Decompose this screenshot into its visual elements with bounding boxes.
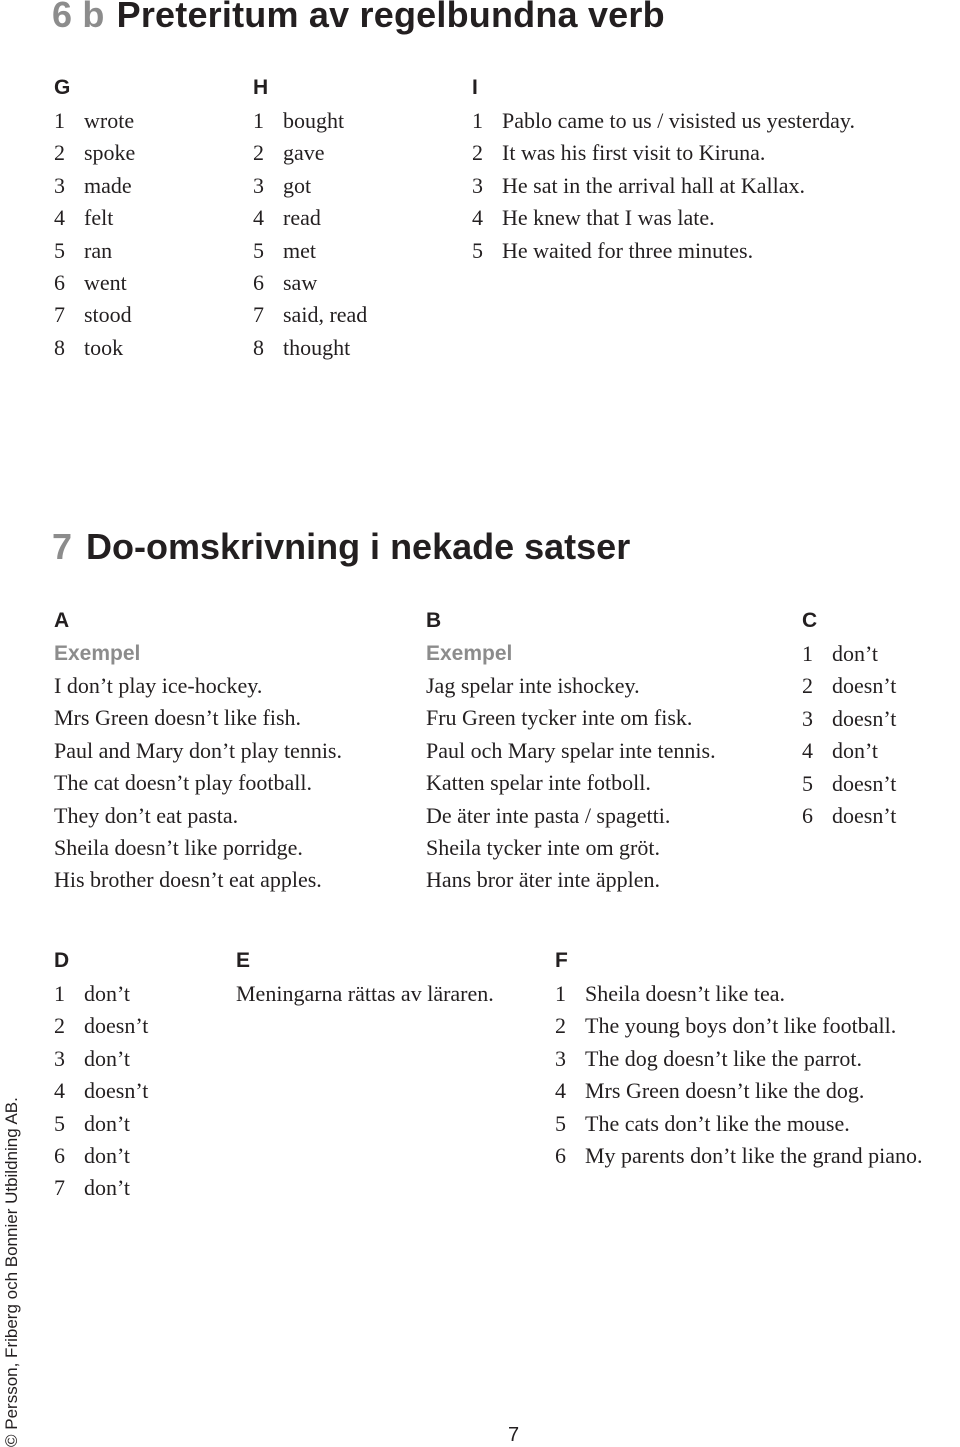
answer-list [54, 105, 135, 364]
list-item [802, 735, 896, 767]
list-item [54, 267, 135, 299]
page-number: 7 [508, 1424, 520, 1446]
list-item [472, 202, 855, 234]
sentence: I don’t play ice-hockey. [54, 673, 263, 698]
item-text: doesn’t [832, 705, 897, 731]
item-text: spoke [84, 140, 136, 166]
item-number: 7 [54, 302, 65, 328]
item-text: He sat in the arrival hall at Kallax. [502, 172, 805, 198]
example-label: Exempel [54, 642, 141, 665]
item-text: don’t [84, 981, 131, 1006]
exercise-label: C [802, 609, 818, 632]
item-number: 6 [54, 269, 65, 295]
sentence: Hans bror äter inte äpplen. [426, 867, 660, 893]
item-text: don’t [832, 738, 879, 764]
item-number: 5 [253, 237, 264, 263]
copyright-notice: © Persson, Friberg och Bonnier Utbildning AB. [2, 1097, 21, 1447]
sentence: Mrs Green doesn’t like fish. [54, 705, 302, 731]
item-text: went [84, 269, 127, 295]
list-item [253, 202, 367, 234]
item-text: thought [283, 334, 351, 360]
item-text: felt [84, 205, 114, 231]
exercise-label: G [54, 76, 71, 99]
item-number: 6 [802, 802, 813, 828]
item-number: 5 [555, 1110, 566, 1136]
exercise-label: F [555, 949, 568, 972]
item-number: 2 [802, 673, 813, 699]
item-text: Mrs Green doesn’t like the dog. [585, 1078, 865, 1104]
item-number: 1 [253, 108, 264, 133]
list-item [802, 638, 896, 670]
item-number: 3 [54, 172, 65, 198]
sentence: De äter inte pasta / spagetti. [426, 802, 671, 828]
item-text: doesn’t [832, 673, 897, 699]
item-text: stood [84, 302, 132, 328]
answer-list [253, 105, 367, 364]
sentence: Paul och Mary spelar inte tennis. [426, 737, 716, 763]
list-item [54, 1043, 148, 1075]
list-item [472, 235, 855, 267]
item-text: doesn’t [84, 1013, 149, 1039]
exercise-a [54, 604, 342, 897]
item-number: 5 [472, 237, 483, 263]
item-text: He waited for three minutes. [502, 237, 754, 263]
sentence: The cat doesn’t play football. [54, 770, 313, 796]
exercise-h [253, 71, 367, 364]
list-item [555, 1140, 922, 1172]
item-number: 3 [253, 172, 264, 198]
item-text: wrote [84, 108, 135, 133]
answer-list [802, 638, 896, 832]
item-number: 4 [555, 1078, 566, 1104]
item-text: gave [283, 140, 325, 166]
item-text: doesn’t [832, 770, 897, 796]
exercise-i [472, 71, 855, 267]
item-text: ran [84, 237, 113, 263]
section-title: Do-omskrivning i nekade satser [86, 526, 631, 567]
answer-list [555, 978, 922, 1172]
item-number: 1 [802, 641, 813, 666]
exercise-text: Meningarna rättas av läraren. [236, 981, 494, 1006]
list-item [802, 703, 896, 735]
sentence: They don’t eat pasta. [54, 802, 239, 828]
list-item [253, 235, 367, 267]
item-text: made [84, 172, 132, 198]
item-number: 3 [54, 1045, 65, 1071]
list-item [54, 1140, 148, 1172]
item-number: 4 [802, 738, 813, 764]
item-text: don’t [84, 1045, 131, 1071]
item-text: Sheila doesn’t like tea. [585, 981, 785, 1006]
sentence: Sheila tycker inte om gröt. [426, 834, 660, 860]
exercise-label: A [54, 609, 70, 632]
list-item [253, 170, 367, 202]
list-item [54, 137, 135, 169]
item-text: don’t [84, 1142, 131, 1168]
answer-list [54, 978, 148, 1205]
item-number: 1 [472, 108, 483, 133]
item-text: The dog doesn’t like the parrot. [585, 1045, 862, 1071]
item-text: don’t [832, 641, 879, 666]
section-title: Preteritum av regelbundna verb [116, 0, 665, 35]
item-number: 8 [253, 334, 264, 360]
list-item [555, 1108, 922, 1140]
item-text: Pablo came to us / visisted us yesterday. [502, 108, 855, 133]
sentence: Jag spelar inte ishockey. [426, 673, 640, 698]
item-text: saw [283, 269, 318, 295]
answer-list [472, 105, 855, 267]
exercise-label: E [236, 949, 251, 972]
item-text: He knew that I was late. [502, 205, 715, 231]
item-number: 1 [54, 981, 65, 1006]
list-item [54, 332, 135, 364]
list-item [54, 978, 148, 1010]
section-6b-heading [52, 0, 665, 36]
list-item [54, 105, 135, 137]
item-number: 2 [472, 140, 483, 166]
item-text: took [84, 334, 124, 360]
item-number: 6 [54, 1142, 65, 1168]
list-item [54, 1172, 148, 1204]
list-item [253, 332, 367, 364]
list-item [54, 235, 135, 267]
list-item [802, 768, 896, 800]
item-text: said, read [283, 302, 368, 328]
list-item [472, 137, 855, 169]
list-item [54, 1075, 148, 1107]
item-text: read [283, 205, 321, 231]
item-number: 1 [555, 981, 566, 1006]
item-number: 3 [802, 705, 813, 731]
list-item [54, 1108, 148, 1140]
item-text: met [283, 237, 316, 263]
list-item [253, 105, 367, 137]
list-item [54, 170, 135, 202]
item-text: doesn’t [84, 1078, 149, 1104]
exercise-b [426, 604, 716, 897]
item-number: 6 [253, 269, 264, 295]
item-text: It was his first visit to Kiruna. [502, 140, 766, 166]
list-item [253, 299, 367, 331]
exercise-d [54, 944, 148, 1205]
list-item [253, 137, 367, 169]
item-number: 7 [54, 1175, 65, 1201]
item-text: My parents don’t like the grand piano. [585, 1142, 923, 1168]
exercise-f [555, 944, 922, 1172]
list-item [54, 299, 135, 331]
list-item [555, 1043, 922, 1075]
exercise-e [236, 944, 494, 1010]
section-7-heading [52, 526, 630, 568]
item-number: 2 [54, 1013, 65, 1039]
item-number: 1 [54, 108, 65, 133]
sentence: Fru Green tycker inte om fisk. [426, 705, 693, 731]
item-number: 4 [54, 1078, 65, 1104]
list-item [472, 105, 855, 137]
section-number: 6 b [52, 0, 105, 35]
exercise-c [802, 604, 896, 832]
item-number: 5 [802, 770, 813, 796]
item-number: 2 [555, 1013, 566, 1039]
item-number: 2 [54, 140, 65, 166]
list-item [802, 800, 896, 832]
list-item [253, 267, 367, 299]
sentence: Paul and Mary don’t play tennis. [54, 737, 342, 763]
item-text: got [283, 172, 312, 198]
item-text: doesn’t [832, 802, 897, 828]
item-text: don’t [84, 1110, 131, 1136]
item-number: 2 [253, 140, 264, 166]
list-item [555, 1075, 922, 1107]
item-text: The young boys don’t like football. [585, 1013, 897, 1039]
exercise-g [54, 71, 135, 364]
section-number: 7 [52, 526, 73, 567]
list-item [472, 170, 855, 202]
item-number: 5 [54, 237, 65, 263]
exercise-label: H [253, 76, 269, 99]
item-number: 4 [54, 205, 65, 231]
list-item [555, 978, 922, 1010]
list-item [54, 1010, 148, 1042]
item-number: 4 [472, 205, 483, 231]
item-text: The cats don’t like the mouse. [585, 1110, 850, 1136]
list-item [802, 670, 896, 702]
item-number: 3 [472, 172, 483, 198]
sentence: His brother doesn’t eat apples. [54, 867, 322, 893]
item-number: 3 [555, 1045, 566, 1071]
exercise-label: I [472, 76, 478, 99]
list-item [555, 1010, 922, 1042]
item-text: bought [283, 108, 345, 133]
list-item [54, 202, 135, 234]
sentence: Sheila doesn’t like porridge. [54, 834, 303, 860]
item-number: 7 [253, 302, 264, 328]
item-text: don’t [84, 1175, 131, 1201]
item-number: 4 [253, 205, 264, 231]
exercise-label: B [426, 609, 442, 632]
exercise-label: D [54, 949, 70, 972]
item-number: 6 [555, 1142, 566, 1168]
sentence: Katten spelar inte fotboll. [426, 770, 651, 796]
example-label: Exempel [426, 642, 513, 665]
item-number: 5 [54, 1110, 65, 1136]
item-number: 8 [54, 334, 65, 360]
